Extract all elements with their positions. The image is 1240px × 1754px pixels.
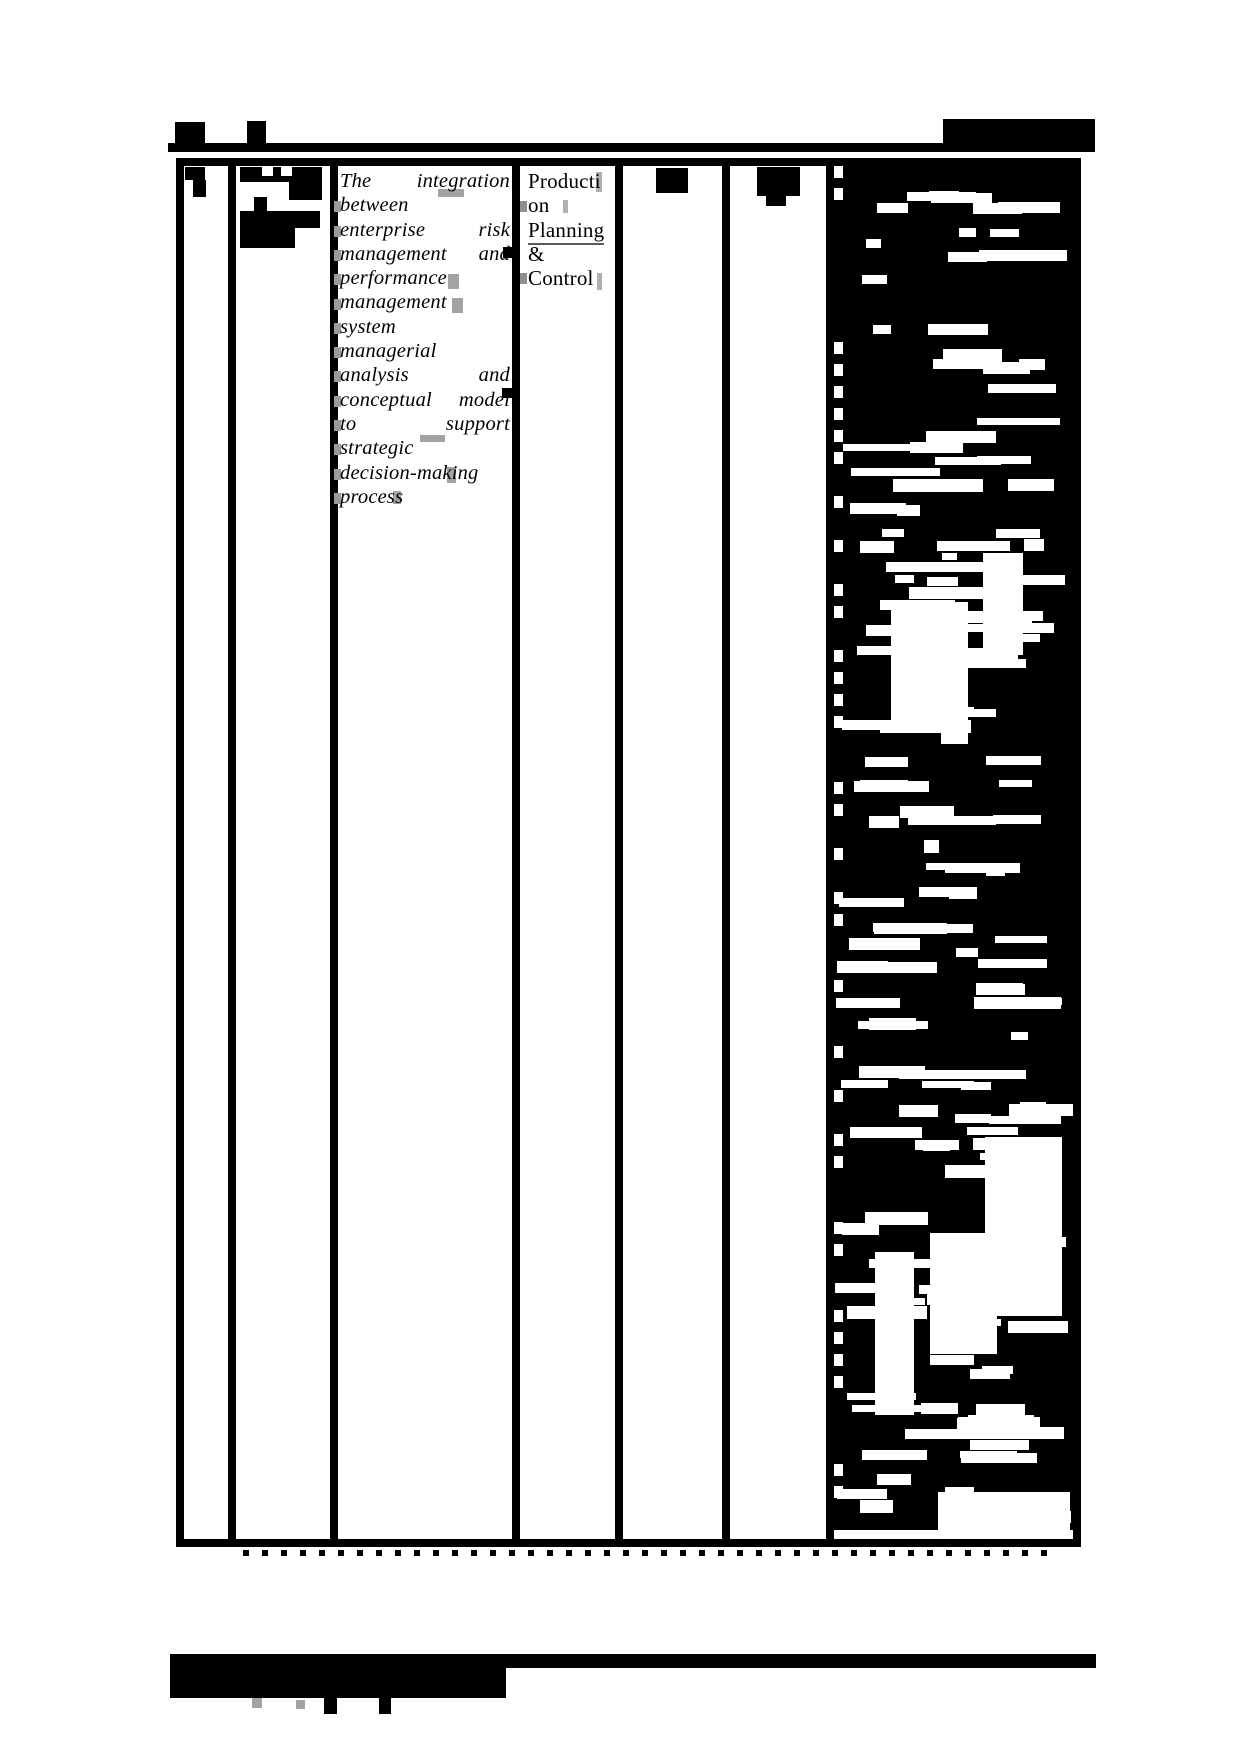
scan-artifact (520, 273, 527, 284)
redaction-gap (834, 386, 843, 398)
scan-artifact (520, 201, 527, 212)
dotted-line-dot (338, 1550, 344, 1556)
redaction-gap (933, 1070, 1025, 1079)
redaction-notch (281, 167, 292, 176)
redaction-gap (834, 430, 843, 442)
dotted-line-dot (832, 1550, 838, 1556)
redaction-gap (996, 529, 1040, 538)
table-column-border (722, 158, 730, 1547)
redaction-gap (985, 1137, 1063, 1313)
redaction-gap (860, 780, 908, 787)
dotted-line-dot (699, 1550, 705, 1556)
redaction-gap (866, 239, 881, 248)
redaction-gap (908, 816, 996, 825)
redaction-gap (989, 1116, 1062, 1124)
table-column-border (826, 158, 834, 1547)
redaction-gap (839, 898, 904, 907)
dotted-line-dot (642, 1550, 648, 1556)
dotted-line-dot (395, 1550, 401, 1556)
redaction-block (766, 196, 786, 206)
redaction-block (193, 180, 206, 197)
redaction-gap (860, 541, 894, 553)
dotted-line-dot (1041, 1550, 1047, 1556)
redaction-gap (834, 980, 843, 992)
article-title-line: system (340, 315, 396, 338)
dotted-line-dot (1003, 1550, 1009, 1556)
table-column-border (615, 158, 623, 1547)
redaction-gap (973, 203, 1022, 214)
redaction-gap (974, 997, 1062, 1009)
redaction-gap (893, 479, 983, 491)
dotted-line-dot (680, 1550, 686, 1556)
redaction-gap (967, 1127, 1018, 1136)
redaction-gap (938, 1492, 1070, 1530)
redaction-gap (886, 562, 984, 572)
article-title-line: between (340, 194, 409, 217)
journal-name-cell (528, 169, 616, 290)
redaction-gap (988, 984, 1025, 996)
redaction-gap (899, 1105, 939, 1117)
redaction-gap (834, 1046, 843, 1058)
dotted-line-dot (281, 1550, 287, 1556)
redaction-gap (834, 1486, 843, 1498)
redaction-gap (850, 503, 906, 514)
redaction-gap (834, 1156, 843, 1168)
redaction-gap (988, 384, 1056, 393)
redaction-block (289, 182, 322, 200)
redaction-gap (937, 541, 1010, 551)
redaction-gap (834, 848, 843, 860)
dotted-line-dot (433, 1550, 439, 1556)
redaction-gap (961, 1453, 1037, 1463)
redaction-gap (956, 948, 978, 957)
dotted-line-dot (319, 1550, 325, 1556)
redaction-gap (1011, 1032, 1028, 1040)
redaction-gap (905, 1429, 997, 1439)
redaction-gap (843, 444, 919, 452)
dotted-line-dot (737, 1550, 743, 1556)
redaction-gap (922, 1081, 974, 1089)
dotted-line-dot (908, 1550, 914, 1556)
dotted-line-dot (509, 1550, 515, 1556)
article-title-line: to support (340, 412, 510, 435)
redaction-gap (924, 840, 940, 853)
redaction-gap (834, 584, 843, 596)
journal-name-line: & (528, 241, 545, 266)
footer-rule (170, 1654, 1096, 1668)
journal-name-line: Control (528, 266, 594, 291)
redaction-gap (982, 1366, 1013, 1374)
article-title-line: decision-making (340, 461, 479, 484)
redaction-gap (949, 887, 977, 899)
dotted-line-dot (946, 1550, 952, 1556)
dotted-line-dot (984, 1550, 990, 1556)
redaction-gap (955, 1114, 991, 1123)
redaction-gap (834, 694, 843, 706)
redaction-gap (926, 863, 1019, 870)
redaction-gap (877, 203, 908, 213)
article-title-line: strategic (340, 437, 414, 460)
article-title-line: analysis and (340, 364, 510, 387)
dotted-line-dot (813, 1550, 819, 1556)
dotted-line-dot (794, 1550, 800, 1556)
dotted-line-dot (927, 1550, 933, 1556)
redaction-gap (990, 229, 1020, 237)
redaction-gap (926, 431, 996, 442)
redaction-gap (869, 1018, 916, 1030)
dotted-line-dot (623, 1550, 629, 1556)
redaction-gap (834, 1244, 843, 1256)
redaction-gap (986, 756, 1042, 764)
redaction-gap (841, 1080, 888, 1087)
dotted-line-dot (528, 1550, 534, 1556)
redaction-block (656, 168, 688, 193)
dotted-line-dot (775, 1550, 781, 1556)
dotted-line-dot (566, 1550, 572, 1556)
dotted-line-dot (889, 1550, 895, 1556)
scan-artifact (252, 1698, 262, 1708)
page-top-right-bar (943, 119, 1095, 152)
dotted-line-dot (243, 1550, 249, 1556)
redaction-gap (834, 496, 843, 508)
redaction-gap (873, 325, 892, 334)
table-top-border (176, 158, 1081, 166)
table-column-border (228, 158, 236, 1547)
table-column-border (1073, 158, 1081, 1547)
dotted-line-dot (490, 1550, 496, 1556)
redaction-gap (842, 1223, 880, 1235)
dotted-line-dot (452, 1550, 458, 1556)
redaction-gap (1024, 539, 1044, 552)
redaction-gap (834, 1354, 843, 1366)
redaction-gap (834, 1376, 843, 1388)
dotted-line-dot (965, 1550, 971, 1556)
redaction-gap (999, 780, 1033, 787)
table-column-border (512, 158, 520, 1547)
redaction-gap (834, 716, 843, 728)
article-title-line: process (340, 485, 404, 508)
redaction-gap (834, 1332, 843, 1344)
redaction-gap (986, 864, 1005, 876)
redaction-gap (909, 587, 993, 599)
dotted-line-dot (376, 1550, 382, 1556)
journal-name-line: on (528, 193, 550, 218)
redaction-block (240, 228, 295, 248)
redaction-gap (927, 577, 958, 586)
redaction-gap (834, 1090, 843, 1102)
redaction-gap (837, 1489, 887, 1498)
redaction-gap (869, 816, 899, 828)
redaction-gap (983, 553, 1023, 655)
redaction-gap (834, 1134, 843, 1146)
redaction-gap (860, 1500, 893, 1513)
redaction-gap (834, 166, 843, 178)
redaction-gap (834, 650, 843, 662)
redaction-block (254, 197, 267, 211)
footer-mark (379, 1698, 391, 1714)
dotted-line-dot (357, 1550, 363, 1556)
table-column-border (176, 158, 184, 1547)
scan-artifact (296, 1700, 305, 1709)
redaction-gap (834, 892, 843, 904)
redaction-block (757, 167, 800, 196)
redaction-gap (970, 1440, 1030, 1450)
redaction-gap (874, 923, 948, 934)
redaction-block (185, 167, 205, 180)
redaction-gap (1020, 1102, 1045, 1110)
redaction-gap (834, 1222, 843, 1234)
redaction-gap (834, 408, 843, 420)
table-bottom-border (176, 1539, 1081, 1547)
redaction-gap (865, 757, 909, 767)
redaction-gap (834, 364, 843, 376)
dotted-line-dot (471, 1550, 477, 1556)
dotted-line-dot (604, 1550, 610, 1556)
redaction-notch (262, 167, 273, 176)
redaction-gap (943, 349, 1002, 360)
journal-name-line: Planning (528, 218, 616, 242)
dotted-line-dot (300, 1550, 306, 1556)
redaction-gap (1008, 479, 1054, 491)
redaction-gap (834, 606, 843, 618)
dotted-line-dot (661, 1550, 667, 1556)
journal-name-line: Producti (528, 169, 601, 193)
redaction-gap (1008, 1321, 1069, 1334)
redaction-gap (834, 540, 843, 552)
redaction-gap (959, 228, 976, 238)
footer-redaction-bar (170, 1668, 506, 1698)
redaction-gap (834, 914, 843, 926)
redaction-gap (834, 342, 843, 354)
redaction-gap (941, 732, 968, 744)
article-title-cell (340, 169, 510, 509)
article-title-line: The integration (340, 170, 510, 192)
redaction-gap (834, 1464, 843, 1476)
article-title-line: performance (340, 267, 447, 290)
dotted-line-dot (870, 1550, 876, 1556)
redaction-gap (862, 1450, 928, 1460)
dotted-line-dot (756, 1550, 762, 1556)
redaction-gap (891, 602, 968, 724)
redaction-gap (849, 938, 920, 950)
redaction-gap (882, 529, 905, 537)
redaction-gap (834, 782, 843, 794)
redaction-gap (834, 452, 843, 464)
redaction-gap (850, 1127, 922, 1138)
redaction-gap (834, 188, 843, 200)
dotted-line-dot (851, 1550, 857, 1556)
dotted-line-dot (1022, 1550, 1028, 1556)
article-title-line: management and (340, 242, 510, 265)
redaction-gap (895, 575, 914, 583)
article-title-line: management (340, 291, 447, 314)
dotted-line-dot (547, 1550, 553, 1556)
redaction-gap (930, 1355, 974, 1366)
dotted-line-dot (585, 1550, 591, 1556)
redaction-gap (928, 324, 988, 335)
redaction-gap (993, 815, 1041, 824)
redaction-gap (978, 959, 1048, 968)
redaction-gap (834, 672, 843, 684)
redaction-gap (862, 275, 887, 284)
redaction-gap (977, 418, 1061, 425)
dotted-line-dot (718, 1550, 724, 1556)
redaction-block (240, 211, 320, 228)
redaction-gap (835, 1283, 877, 1293)
redaction-gap (995, 936, 1047, 943)
table-column-border (330, 158, 338, 1547)
redaction-gap (979, 250, 1066, 261)
article-title-line: conceptual model (340, 388, 510, 411)
redaction-gap (834, 1310, 843, 1322)
redaction-gap (929, 191, 959, 200)
redaction-gap (977, 456, 1031, 465)
redaction-gap (877, 1474, 911, 1485)
redaction-gap (836, 998, 900, 1008)
redaction-gap (852, 962, 937, 973)
redaction-gap (834, 804, 843, 816)
redaction-gap (990, 1427, 1064, 1439)
article-title-line: enterprise risk (340, 218, 510, 241)
redaction-gap (933, 359, 1002, 369)
redacted-text-column (834, 166, 1073, 1530)
redaction-gap (851, 468, 940, 476)
dotted-line-dot (414, 1550, 420, 1556)
redaction-gap (942, 553, 958, 560)
footer-mark (324, 1698, 337, 1714)
dotted-line-dot (262, 1550, 268, 1556)
redaction-gap (875, 1252, 914, 1415)
article-title-line: managerial (340, 340, 437, 363)
redaction-gap (915, 1140, 959, 1150)
